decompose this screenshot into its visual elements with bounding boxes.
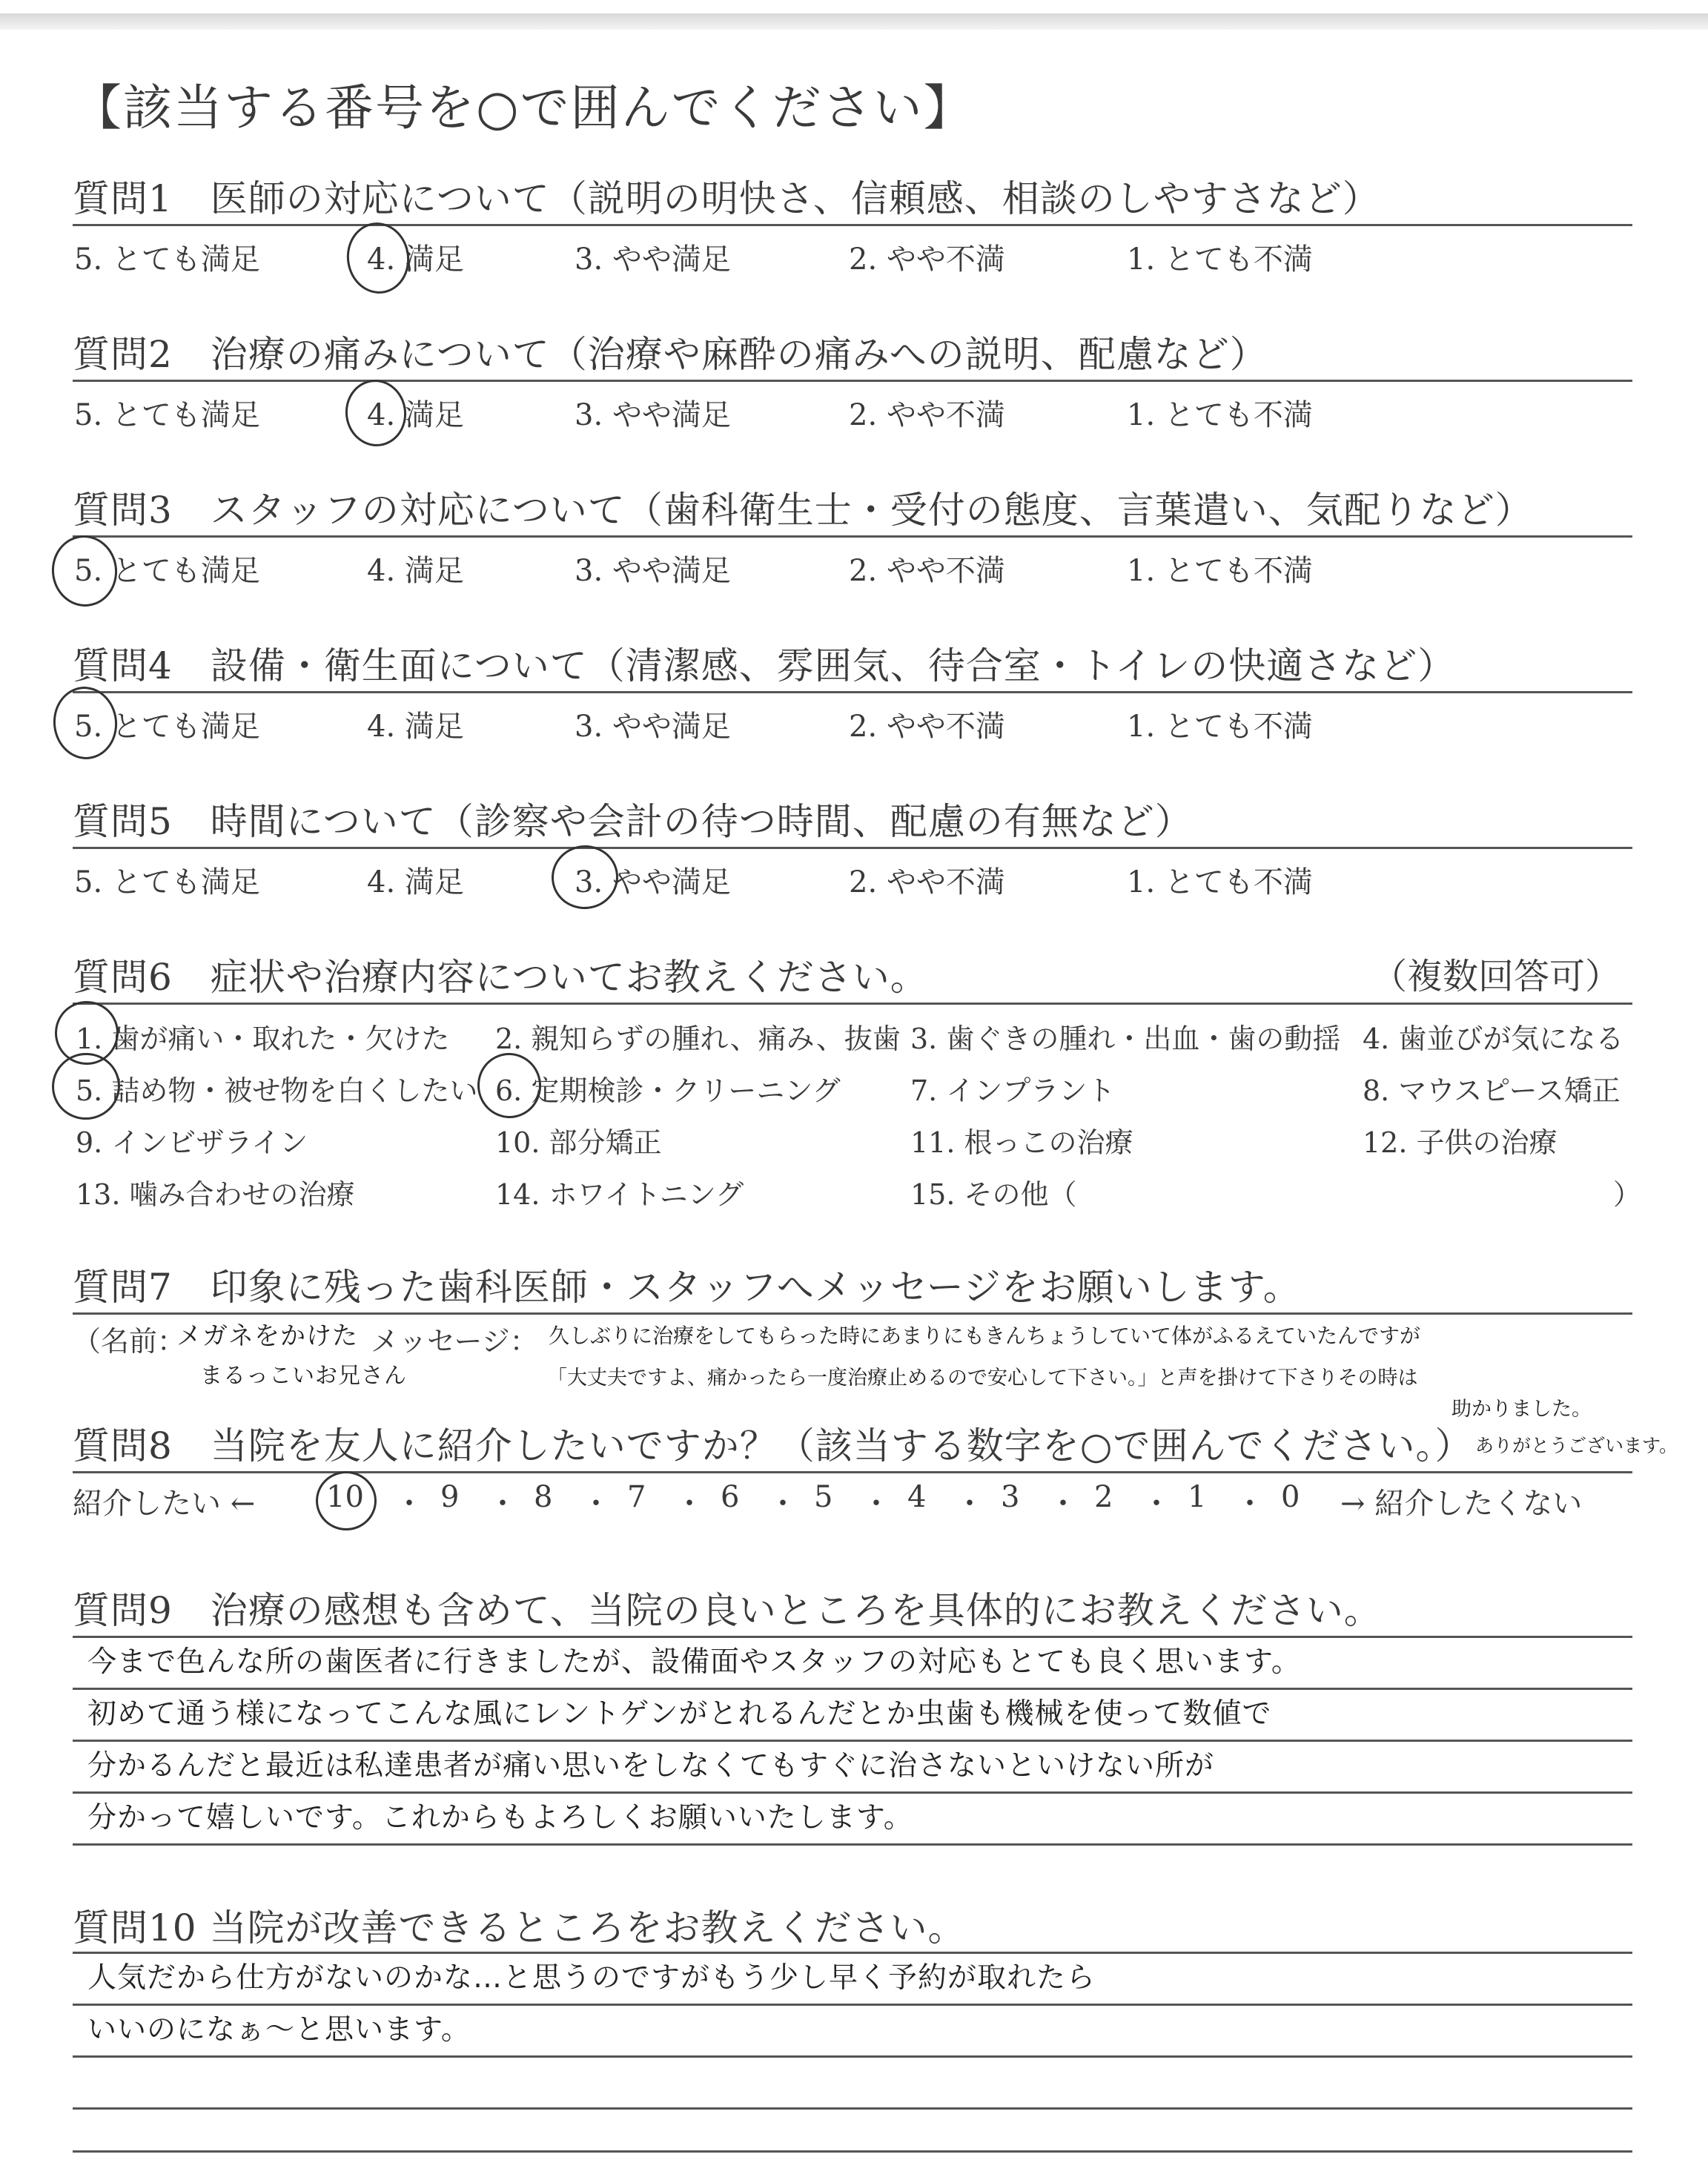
question-10-title: 質問10 当院が改善できるところをお教えください。: [73, 1906, 966, 1949]
q9-line-rule-4: [73, 1843, 1632, 1846]
q7-message-line-4: ありがとうございます。: [1475, 1435, 1678, 1456]
q7-name-label: （名前：: [73, 1325, 186, 1358]
question-6-rule: [73, 1003, 1632, 1005]
question-8-rule: [73, 1471, 1632, 1473]
q9-line-rule-0: [73, 1636, 1632, 1638]
q9-line-rule-3: [73, 1791, 1632, 1794]
q7-message-label: メッセージ：: [371, 1325, 538, 1358]
q1-option-2[interactable]: 2. やや不満: [849, 242, 1005, 277]
q1-option-4[interactable]: 4. 満足: [367, 242, 464, 277]
q6-option-6[interactable]: 6. 定期検診・クリーニング: [495, 1074, 841, 1107]
q4-selection-circle: [50, 684, 121, 762]
q8-dot: ・: [394, 1487, 424, 1521]
q1-option-1[interactable]: 1. とても不満: [1127, 242, 1313, 277]
q1-selection-circle: [342, 219, 414, 298]
q9-line-rule-1: [73, 1688, 1632, 1690]
q10-answer-line-2: いいのになぁ〜と思います。: [87, 2013, 471, 2047]
q8-dot: ・: [768, 1487, 798, 1521]
question-6-note: （複数回答可）: [1371, 956, 1621, 997]
q8-scale-5[interactable]: 5: [814, 1480, 833, 1514]
q8-scale-4[interactable]: 4: [907, 1480, 927, 1514]
q5-option-5[interactable]: 5. とても満足: [74, 865, 260, 899]
q4-option-3[interactable]: 3. やや満足: [575, 710, 731, 744]
q6-option-3[interactable]: 3. 歯ぐきの腫れ・出血・歯の動揺: [910, 1023, 1341, 1055]
question-8-title: 質問8 当院を友人に紹介したいですか？（該当する数字を○で囲んでください。）: [73, 1424, 1473, 1467]
q6-option-2[interactable]: 2. 親知らずの腫れ、痛み、抜歯: [495, 1023, 901, 1055]
question-7-rule: [73, 1312, 1632, 1315]
q6-option-9[interactable]: 9. インビザライン: [76, 1126, 308, 1159]
q4-option-4[interactable]: 4. 満足: [367, 710, 464, 744]
q6-option-12[interactable]: 12. 子供の治療: [1363, 1126, 1558, 1159]
q10-line-rule-2: [73, 2055, 1632, 2058]
q2-option-1[interactable]: 1. とても不満: [1127, 398, 1313, 432]
q1-option-3[interactable]: 3. やや満足: [575, 242, 731, 277]
q10-line-rule-1: [73, 2004, 1632, 2006]
question-2-title: 質問2 治療の痛みについて（治療や麻酔の痛みへの説明、配慮など）: [73, 333, 1268, 376]
question-5-rule: [73, 847, 1632, 849]
q5-option-1[interactable]: 1. とても不満: [1127, 865, 1313, 899]
q8-dot: ・: [1235, 1487, 1265, 1521]
question-2-rule: [73, 380, 1632, 382]
q2-selection-circle: [341, 376, 411, 451]
q6-other-close-paren: ）: [1613, 1178, 1642, 1211]
q5-selection-circle: [549, 842, 621, 913]
q10-answer-line-1: 人気だから仕方がないのかな…と思うのですがもう少し早く予約が取れたら: [87, 1961, 1096, 1995]
q8-dot: ・: [488, 1487, 517, 1521]
q6-option-5[interactable]: 5. 詰め物・被せ物を白くしたい: [76, 1074, 478, 1107]
q8-scale-3[interactable]: 3: [1001, 1480, 1020, 1514]
q5-option-2[interactable]: 2. やや不満: [849, 865, 1005, 899]
question-4-rule: [73, 691, 1632, 693]
q8-scale-2[interactable]: 2: [1094, 1480, 1113, 1514]
q10-line-rule-0: [73, 1952, 1632, 1954]
q8-dot: ・: [1142, 1487, 1171, 1521]
q2-option-4[interactable]: 4. 満足: [367, 398, 464, 432]
q6-option-7[interactable]: 7. インプラント: [910, 1074, 1116, 1107]
q8-scale-10[interactable]: 10: [326, 1480, 364, 1514]
q8-dot: ・: [675, 1487, 704, 1521]
q2-option-3[interactable]: 3. やや満足: [575, 398, 731, 432]
q5-option-4[interactable]: 4. 満足: [367, 865, 464, 899]
q4-option-1[interactable]: 1. とても不満: [1127, 710, 1313, 744]
q6-option-14[interactable]: 14. ホワイトニング: [495, 1178, 744, 1211]
q7-name-value-line-2: まるっこいお兄さん: [200, 1363, 407, 1389]
q7-message-line-2: 「大丈夫ですよ、痛かったら一度治療止めるので安心して下さい。」と声を掛けて下さりその時は: [547, 1367, 1418, 1390]
q8-scale-7[interactable]: 7: [627, 1480, 646, 1514]
q8-right-label: → 紹介したくない: [1340, 1487, 1583, 1521]
q3-option-4[interactable]: 4. 満足: [367, 554, 464, 588]
question-3-title: 質問3 スタッフの対応について（歯科衛生士・受付の態度、言葉遣い、気配りなど）: [73, 489, 1533, 532]
q8-selection-circle: [316, 1471, 377, 1530]
q6-option-4[interactable]: 4. 歯並びが気になる: [1363, 1023, 1624, 1055]
q6-selection-circle-6: [472, 1048, 546, 1123]
q2-option-2[interactable]: 2. やや不満: [849, 398, 1005, 432]
page-title: 【該当する番号を○で囲んでください】: [73, 79, 974, 136]
q8-left-label: 紹介したい ←: [73, 1487, 256, 1521]
q8-scale-6[interactable]: 6: [721, 1480, 740, 1514]
q6-option-15[interactable]: 15. その他（: [910, 1178, 1077, 1211]
q9-answer-line-1: 今まで色んな所の歯医者に行きましたが、設備面やスタッフの対応もとても良く思います。: [87, 1645, 1301, 1679]
q10-line-rule-4: [73, 2150, 1632, 2153]
q3-option-3[interactable]: 3. やや満足: [575, 554, 731, 588]
q8-dot: ・: [581, 1487, 611, 1521]
q9-answer-line-2: 初めて通う様になってこんな風にレントゲンがとれるんだとか虫歯も機械を使って数値で: [87, 1697, 1272, 1731]
question-1-title: 質問1 医師の対応について（説明の明快さ、信頼感、相談のしやすさなど）: [73, 177, 1380, 220]
q1-option-5[interactable]: 5. とても満足: [74, 242, 260, 277]
q6-selection-circle-5: [47, 1048, 125, 1126]
q6-option-10[interactable]: 10. 部分矯正: [495, 1126, 662, 1159]
q8-dot: ・: [861, 1487, 891, 1521]
q10-line-rule-3: [73, 2107, 1632, 2110]
q7-message-line-1: 久しぶりに治療をしてもらった時にあまりにもきんちょうしていて体がふるえていたんですが: [549, 1324, 1421, 1348]
q9-answer-line-3: 分かるんだと最近は私達患者が痛い思いをしなくてもすぐに治さないといけない所が: [87, 1749, 1215, 1783]
q9-answer-line-4: 分かって嬉しいです。これからもよろしくお願いいたします。: [87, 1801, 913, 1834]
q2-option-5[interactable]: 5. とても満足: [74, 398, 260, 432]
q7-name-value-line-1: メガネをかけた: [176, 1321, 358, 1351]
q8-scale-9[interactable]: 9: [440, 1480, 460, 1514]
q6-option-8[interactable]: 8. マウスピース矯正: [1363, 1074, 1621, 1107]
question-7-title: 質問7 印象に残った歯科医師・スタッフへメッセージをお願いします。: [73, 1266, 1301, 1309]
q7-message-line-3: 助かりました。: [1452, 1398, 1592, 1421]
q6-option-1[interactable]: 1. 歯が痛い・取れた・欠けた: [76, 1023, 450, 1055]
scan-top-edge: [0, 13, 1708, 30]
q3-option-2[interactable]: 2. やや不満: [849, 554, 1005, 588]
q5-option-3[interactable]: 3. やや満足: [575, 865, 731, 899]
q8-scale-8[interactable]: 8: [534, 1480, 553, 1514]
q8-scale-0[interactable]: 0: [1281, 1480, 1300, 1514]
q8-dot: ・: [1048, 1487, 1078, 1521]
q3-selection-circle: [48, 532, 121, 610]
question-6-title: 質問6 症状や治療内容についてお教えください。: [73, 956, 928, 999]
question-3-rule: [73, 535, 1632, 538]
q6-option-13[interactable]: 13. 噛み合わせの治療: [76, 1178, 355, 1211]
q9-line-rule-2: [73, 1740, 1632, 1742]
q8-scale-1[interactable]: 1: [1188, 1480, 1207, 1514]
question-4-title: 質問4 設備・衛生面について（清潔感、雰囲気、待合室・トイレの快適さなど）: [73, 644, 1456, 687]
question-9-title: 質問9 治療の感想も含めて、当院の良いところを具体的にお教えください。: [73, 1589, 1382, 1632]
question-5-title: 質問5 時間について（診察や会計の待つ時間、配慮の有無など）: [73, 800, 1193, 843]
q6-option-11[interactable]: 11. 根っこの治療: [910, 1126, 1133, 1159]
q3-option-1[interactable]: 1. とても不満: [1127, 554, 1313, 588]
question-1-rule: [73, 224, 1632, 226]
q4-option-2[interactable]: 2. やや不満: [849, 710, 1005, 744]
q8-dot: ・: [955, 1487, 984, 1521]
q4-option-5[interactable]: 5. とても満足: [74, 710, 260, 744]
q3-option-5[interactable]: 5. とても満足: [74, 554, 260, 588]
